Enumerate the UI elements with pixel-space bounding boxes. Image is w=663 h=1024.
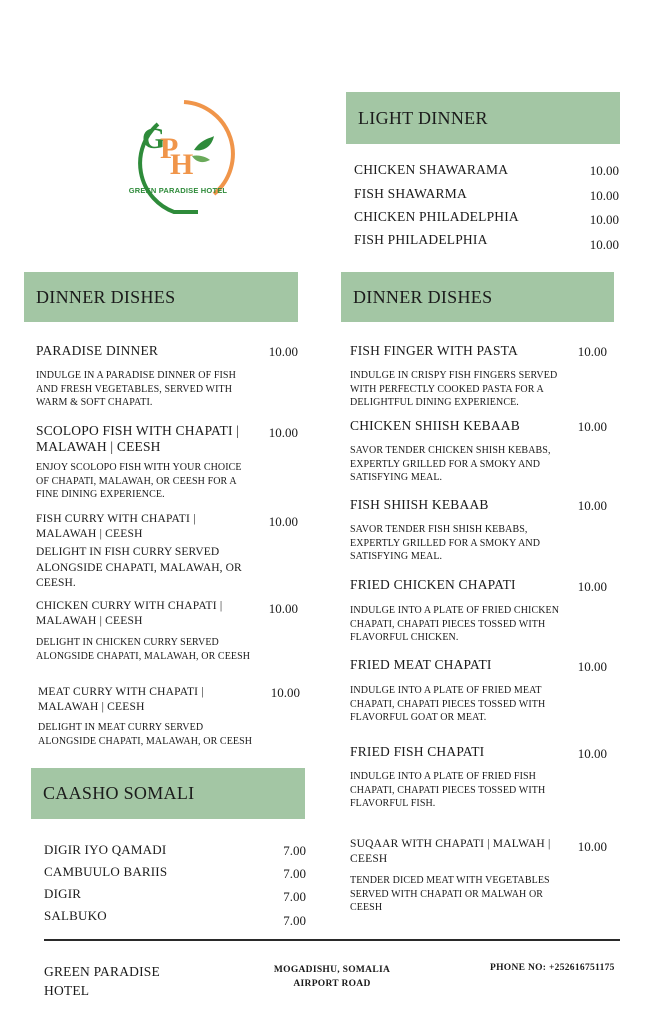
item-description: TENDER DICED MEAT WITH VEGETABLES SERVED WITH CHAPATI OR MALWAH OR CEESH — [350, 875, 550, 913]
item-description: SAVOR TENDER FISH SHISH KEBABS, EXPERTLY GRILLED FOR A SMOKY AND SATISFYING MEAL. — [350, 524, 541, 562]
footer-hotel-name — [44, 962, 160, 1000]
item-name: CAMBUULO BARIIS — [44, 864, 168, 879]
item-description: INDULGE IN CRISPY FISH FINGERS SERVED WITH PERFECTLY COOKED PASTA FOR A DELIGHTFUL DINING EXPERIENCE. — [350, 370, 558, 408]
item-name: FISH FINGER WITH PASTA — [350, 343, 518, 358]
item-price: 10.00 — [268, 425, 298, 440]
footer-name-line1: GREEN PARADISE — [44, 964, 160, 979]
item-name: FISH SHIISH KEBAAB — [350, 497, 489, 512]
footer-address-line1: MOGADISHU, SOMALIA — [273, 965, 391, 975]
item-name: CHICKEN SHIISH KEBAAB — [350, 418, 520, 433]
item-price: 10.00 — [577, 839, 607, 854]
item-description: DELIGHT IN CHICKEN CURRY SERVED ALONGSIDE CHAPATI, MALAWAH, OR CEESH — [36, 637, 251, 662]
logo-letter-p: P — [160, 132, 179, 165]
footer-address — [262, 963, 402, 991]
item-price: 10.00 — [270, 685, 300, 700]
item-name: CHICKEN SHAWARAMA — [354, 162, 509, 177]
item-name: FRIED CHICKEN CHAPATI — [350, 577, 516, 592]
item-name: FISH PHILADELPHIA — [354, 232, 488, 247]
footer-name-line2: HOTEL — [44, 983, 90, 998]
item-price: 10.00 — [577, 344, 607, 359]
item-name: PARADISE DINNER — [36, 343, 159, 358]
item-name: FRIED MEAT CHAPATI — [350, 657, 492, 672]
item-price: 10.00 — [577, 498, 607, 513]
item-price: 7.00 — [283, 889, 306, 904]
caasho-somali-header: CAASHO SOMALI — [31, 768, 305, 819]
item-price: 10.00 — [577, 746, 607, 761]
logo-letter-g: G — [142, 122, 166, 155]
item-description: SAVOR TENDER CHICKEN SHISH KEBABS, EXPERTLY GRILLED FOR A SMOKY AND SATISFYING MEAL. — [350, 445, 551, 483]
item-name: MEAT CURRY WITH CHAPATI | MALAWAH | CEESH — [38, 686, 204, 713]
item-name: DIGIR — [44, 886, 82, 901]
item-price: 7.00 — [283, 843, 306, 858]
item-price: 10.00 — [268, 601, 298, 616]
item-price: 10.00 — [589, 188, 619, 203]
item-price: 10.00 — [589, 163, 619, 178]
item-name: SCOLOPO FISH WITH CHAPATI | MALAWAH | CEESH — [36, 423, 240, 454]
item-description: INDULGE INTO A PLATE OF FRIED MEAT CHAPATI, CHAPATI PIECES TOSSED WITH FLAVORFUL GOAT OR MEAT. — [350, 685, 546, 723]
item-description: ENJOY SCOLOPO FISH WITH YOUR CHOICE OF CHAPATI, MALAWAH, OR CEESH FOR A FINE DINING EXPERIENCE. — [36, 462, 242, 500]
item-name: CHICKEN PHILADELPHIA — [354, 209, 519, 224]
item-name: SUQAAR WITH CHAPATI | MALWAH | CEESH — [350, 838, 551, 865]
logo-hotel-name: GREEN PARADISE HOTEL — [128, 186, 228, 195]
item-name: FRIED FISH CHAPATI — [350, 744, 485, 759]
item-price: 10.00 — [589, 237, 619, 252]
item-description: DELIGHT IN FISH CURRY SERVED ALONGSIDE CHAPATI, MALAWAH, OR CEESH. — [36, 546, 242, 589]
item-price: 10.00 — [268, 344, 298, 359]
item-price: 7.00 — [283, 913, 306, 928]
item-name: SALBUKO — [44, 908, 107, 923]
item-description: INDULGE IN A PARADISE DINNER OF FISH AND FRESH VEGETABLES, SERVED WITH WARM & SOFT CHAPATI. — [36, 370, 236, 408]
item-description: DELIGHT IN MEAT CURRY SERVED ALONGSIDE CHAPATI, MALAWAH, OR CEESH — [38, 722, 253, 747]
item-description: INDULGE INTO A PLATE OF FRIED CHICKEN CHAPATI, CHAPATI PIECES TOSSED WITH FLAVORFUL CHICKEN. — [350, 605, 560, 643]
dinner-dishes-right-header: DINNER DISHES — [341, 272, 614, 322]
light-dinner-header: LIGHT DINNER — [346, 92, 620, 144]
hotel-logo — [114, 98, 242, 218]
item-price: 10.00 — [577, 659, 607, 674]
item-name: DIGIR IYO QAMADI — [44, 842, 167, 857]
item-price: 10.00 — [268, 514, 298, 529]
item-name: CHICKEN CURRY WITH CHAPATI | MALAWAH | CEESH — [36, 600, 223, 627]
item-price: 10.00 — [577, 419, 607, 434]
footer-phone: PHONE NO: +252616751175 — [490, 963, 615, 973]
item-price: 7.00 — [283, 866, 306, 881]
item-name: FISH SHAWARMA — [354, 186, 467, 201]
logo-letter-h: H — [170, 148, 194, 181]
dinner-dishes-left-header: DINNER DISHES — [24, 272, 298, 322]
item-price: 10.00 — [589, 212, 619, 227]
footer-divider — [44, 939, 620, 941]
footer-address-line2: AIRPORT ROAD — [293, 979, 371, 989]
item-price: 10.00 — [577, 579, 607, 594]
item-name: FISH CURRY WITH CHAPATI | MALAWAH | CEESH — [36, 513, 196, 540]
item-description: INDULGE INTO A PLATE OF FRIED FISH CHAPATI, CHAPATI PIECES TOSSED WITH FLAVORFUL FISH. — [350, 771, 546, 809]
